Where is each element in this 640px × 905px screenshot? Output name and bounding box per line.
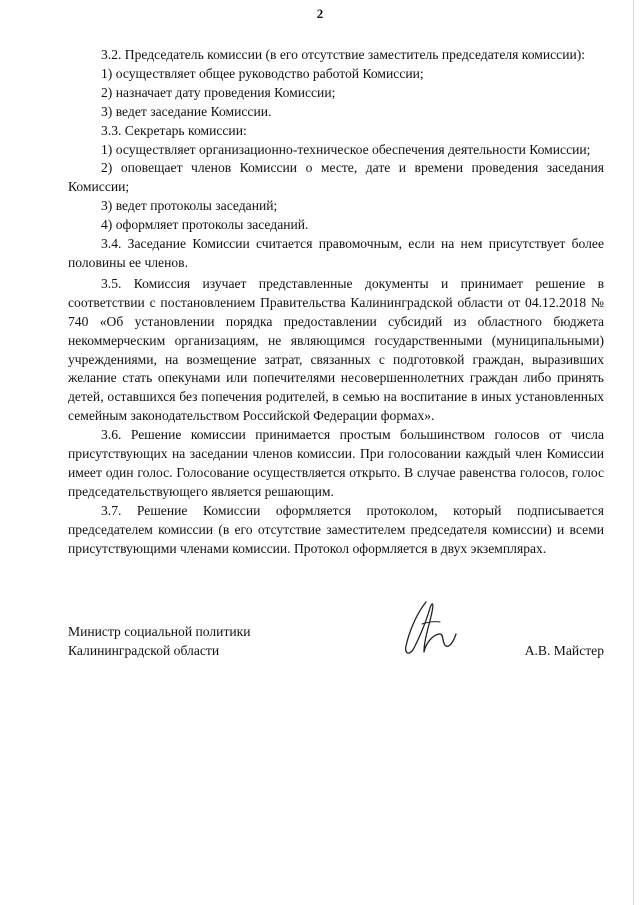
paragraph-3-6: 3.6. Решение комиссии принимается простым большинством голосов от числа присутствующих на заседании членов комиссии. При голосовании каждый член Комиссии имеет один голос. Голосование осуществляется открыто. В случае равенства голосов, голос председательствующего является решающим.	[68, 427, 604, 499]
handwritten-signature	[396, 594, 466, 664]
paragraph-3-2-item-3: 3) ведет заседание Комиссии.	[101, 103, 272, 119]
paragraph-3-2: 3.2. Председатель комиссии (в его отсутствие заместитель председателя комиссии):	[101, 47, 586, 62]
paragraph-3-2-item-1: 1) осуществляет общее руководство работой Комиссии;	[101, 65, 424, 81]
signer-name: А.В. Майстер	[524, 643, 604, 658]
document-body	[68, 46, 604, 558]
paragraph-3-2-item-2: 2) назначает дату проведения Комиссии;	[101, 84, 336, 100]
paragraph-3-3: 3.3. Секретарь комиссии:	[101, 122, 247, 138]
paragraph-3-4: 3.4. Заседание Комиссии считается правомочным, если на нем присутствует более половины ее членов.	[68, 236, 604, 270]
signer-title-line-1: Министр социальной политики	[68, 624, 251, 639]
paragraph-3-3-item-3: 3) ведет протоколы заседаний;	[101, 198, 278, 214]
paragraph-3-5: 3.5. Комиссия изучает представленные документы и принимает решение в соответствии с постановлением Правительства Калининградской области от 04.12.2018 № 740 «Об установлении порядка предоставлении субсидий из областного бюджета некоммерческим организациям, не являющимся государственными (муниципальными) учреждениями, на возмещение затрат, связанных с подготовкой граждан, выразивших желание стать опекунами или попечителями несовершеннолетних граждан либо принять детей, оставшихся без попечения родителей, в семью на воспитание в иных установленных семейным законодательством Российской Федерации формах».	[68, 275, 604, 424]
page-number: 2	[316, 6, 324, 21]
paragraph-3-3-item-2: 2) оповещает членов Комиссии о месте, дате и времени проведения заседания Комиссии;	[68, 160, 604, 195]
paragraph-3-3-item-4: 4) оформляет протоколы заседаний.	[101, 217, 309, 233]
page-edge-line	[633, 0, 634, 905]
signer-title-line-2: Калининградской области	[68, 643, 220, 658]
signature-block	[68, 622, 604, 682]
paragraph-3-7: 3.7. Решение Комиссии оформляется протоколом, который подписывается председателем комиссии (в его отсутствие заместителем председателя комиссии) и всеми присутствующими членами комиссии. Протокол оформляется в двух экземплярах.	[68, 502, 604, 556]
paragraph-3-3-item-1: 1) осуществляет организационно-техническое обеспечения деятельности Комиссии;	[101, 141, 591, 157]
